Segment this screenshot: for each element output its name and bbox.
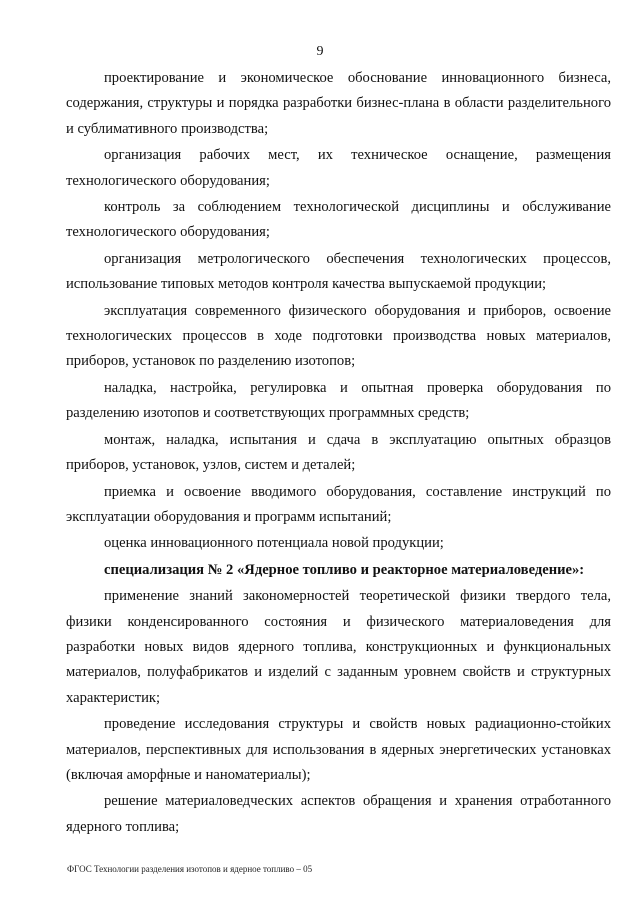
paragraph-5: эксплуатация современного физического оборудования и приборов, освоение технологических процессов в ходе подготовки производства новых материалов, приборов, установок по разделению изотопов; xyxy=(66,302,611,370)
paragraph-6: наладка, настройка, регулировка и опытная проверка оборудования по разделению изотопов и соответствующих программных средств; xyxy=(66,379,611,422)
paragraph-2: организация рабочих мест, их техническое оснащение, размещения технологического оборудования; xyxy=(66,147,611,189)
paragraph-13: решение материаловедческих аспектов обращения и хранения отработанного ядерного топлива; xyxy=(66,793,611,835)
paragraph-8: приемка и освоение вводимого оборудования, составление инструкций по эксплуатации оборудования и программ испытаний; xyxy=(66,483,611,525)
paragraph-4: организация метрологического обеспечения технологических процессов, использование типовых методов контроля качества выпускаемой продукции; xyxy=(66,250,611,293)
paragraph-12: проведение исследования структуры и свойств новых радиационно-стойких материалов, перспективных для использования в ядерных энергетических установках (включая аморфные и наноматериалы); xyxy=(66,716,611,783)
document-body xyxy=(66,66,611,840)
paragraph-11: применение знаний закономерностей теоретической физики твердого тела, физики конденсированного состояния и физического материаловедения для разработки новых видов ядерного топлива, конструкционных и функциональных материалов, полуфабрикатов и изделий с заданным уровнем свойств и структурных характеристик; xyxy=(66,588,611,706)
paragraph-9: оценка инновационного потенциала новой продукции; xyxy=(104,535,444,552)
page-footer: ФГОС Технологии разделения изотопов и ядерное топливо – 05 xyxy=(67,864,313,874)
page-number: 9 xyxy=(316,44,324,59)
paragraph-7: монтаж, наладка, испытания и сдача в эксплуатацию опытных образцов приборов, установок, узлов, систем и деталей; xyxy=(66,431,611,474)
paragraph-3: контроль за соблюдением технологической дисциплины и обслуживание технологического оборудования; xyxy=(66,199,611,241)
specialization-heading: специализация № 2 «Ядерное топливо и реакторное материаловедение»: xyxy=(104,561,585,578)
paragraph-1: проектирование и экономическое обоснование инновационного бизнеса, содержания, структуры и порядка разработки бизнес-плана в области разделительного и сублимативного производства; xyxy=(66,70,611,137)
